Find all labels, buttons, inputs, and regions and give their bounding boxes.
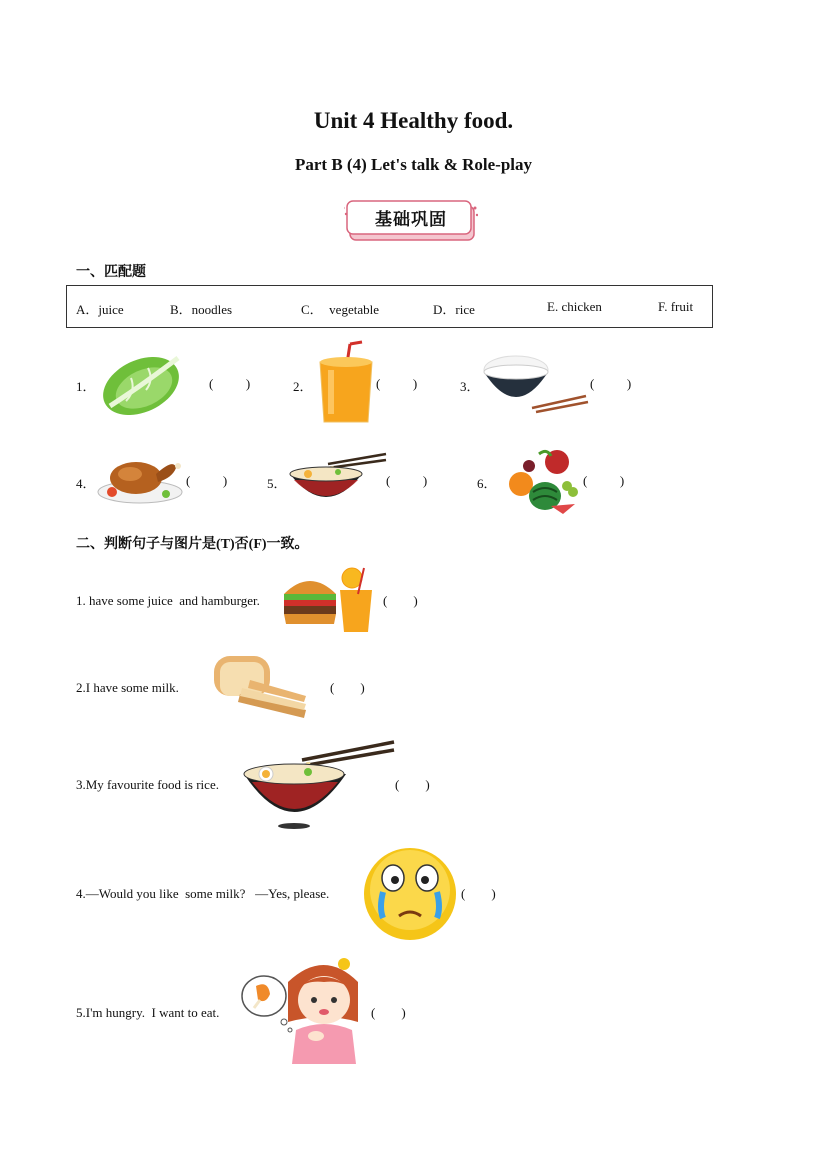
options-box: [66, 285, 713, 328]
option-a: A．juice: [76, 302, 124, 317]
judge-item-2-text: 2.I have some milk.: [76, 680, 179, 695]
judge-item-4-text: 4.—Would you like some milk? —Yes, please.: [76, 886, 330, 901]
option-f: F. fruit: [658, 299, 694, 314]
judge-item-2-answer[interactable]: ( ): [330, 680, 365, 695]
match-item-5-number: 5．: [267, 476, 287, 491]
crying-face-icon: [361, 846, 459, 942]
match-item-1-number: 1．: [76, 379, 96, 394]
match-item-6-number: 6．: [477, 476, 497, 491]
judge-item-3-answer[interactable]: ( ): [395, 777, 430, 792]
judge-item-5-answer[interactable]: ( ): [371, 1005, 406, 1020]
match-item-2-answer[interactable]: ( ): [376, 376, 418, 391]
bread-icon: [210, 650, 310, 722]
hungry-girl-icon: [240, 952, 372, 1068]
match-item-5-answer[interactable]: ( ): [386, 473, 428, 488]
match-item-1-answer[interactable]: ( ): [209, 376, 251, 391]
match-item-3-number: 3．: [460, 379, 480, 394]
judge-item-3-text: 3.My favourite food is rice.: [76, 777, 219, 792]
judge-item-1-answer[interactable]: ( ): [383, 593, 418, 608]
page-subtitle: Part B (4) Let's talk & Role-play: [294, 155, 533, 174]
section2-heading: 二、判断句子与图片是(T)否(F)一致。: [76, 537, 309, 552]
hamburger-juice-icon: [280, 564, 380, 634]
page-title: Unit 4 Healthy food.: [313, 108, 514, 133]
noodles-icon: [288, 450, 388, 512]
option-d: D．rice: [433, 302, 475, 317]
match-item-2-number: 2．: [293, 379, 313, 394]
judge-item-4-answer[interactable]: ( ): [461, 886, 496, 901]
noodles-bowl-icon: [242, 738, 396, 830]
juice-icon: [316, 340, 376, 428]
match-item-3-answer[interactable]: ( ): [590, 376, 632, 391]
roast-chicken-icon: [96, 448, 184, 506]
option-e: E. chicken: [547, 299, 602, 314]
cabbage-icon: [96, 346, 186, 418]
section1-heading: 一、匹配题: [76, 265, 146, 280]
match-item-4-answer[interactable]: ( ): [186, 473, 228, 488]
judge-item-1-text: 1. have some juice and hamburger.: [76, 593, 260, 608]
match-item-6-answer[interactable]: ( ): [583, 473, 625, 488]
match-item-4-number: 4．: [76, 476, 96, 491]
option-b: B．noodles: [170, 302, 233, 317]
fruit-basket-icon: [499, 446, 583, 516]
judge-item-5-text: 5.I'm hungry. I want to eat.: [76, 1005, 220, 1020]
badge-label: 基础巩固: [375, 210, 447, 229]
option-c: C． vegetable: [301, 302, 379, 317]
rice-bowl-icon: [480, 352, 590, 414]
